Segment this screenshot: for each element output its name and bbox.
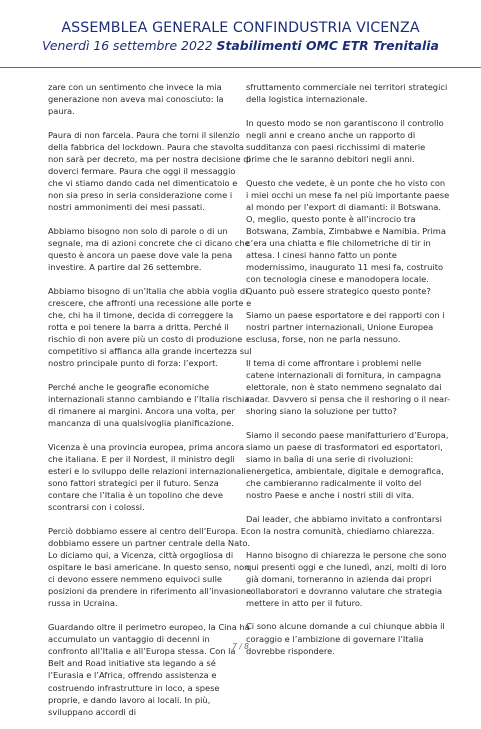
paragraph: Abbiamo bisogno non solo di parole o di un segnale, ma di azioni concrete che ci dicano che questo è ancora un paese dove vale la pena investire. A partire dal 26 settembre.	[48, 225, 250, 273]
paragraph: Guardando oltre il perimetro europeo, la Cina ha accumulato un vantaggio di decenni in confronto all’Italia e all’Europa stessa. Con la Belt and Road initiative sta legando a sé l’Eurasia e l’Africa, offrendo assistenza e costruendo infrastrutture in loco, a spese proprie, e dando lavoro ai locali. In più, sviluppano accordi di	[48, 622, 250, 717]
paragraph: Perciò dobbiamo essere al centro dell’Europa. E dobbiamo essere un partner centrale della Nato. Lo diciamo qui, a Vicenza, città orgogliosa di ospitare le basi americane. In questo senso, non ci devono essere nemmeno equivoci sulle posizioni da prendere in riferimento all’invasione russa in Ucraina.	[48, 525, 252, 609]
document-title: ASSEMBLEA GENERALE CONFINDUSTRIA VICENZA	[61, 20, 420, 36]
paragraph: Perché anche le geografie economiche internazionali stanno cambiando e l’Italia rischia di rimanere ai margini. Ancora una volta, per mancanza di una qualsivoglia pianificazione.	[48, 381, 250, 429]
paragraph: Hanno bisogno di chiarezza le persone che sono qui presenti oggi e che lunedì, anzi, molti di loro già domani, torneranno in azienda dai propri collaboratori e dovranno valutare che strategia mettere in atto per il futuro.	[246, 549, 447, 608]
page-header	[0, 0, 481, 68]
paragraph: Questo che vedete, è un ponte che ho visto con i miei occhi un mese fa nel più importante paese al mondo per l’export di diamanti: il Botswana. O, meglio, questo ponte è all’incrocio tra Botswana, Zambia, Zimbabwe e Namibia. Prima c’era una chiatta e file chilometriche di tir in attesa. I cinesi hanno fatto un ponte modernissimo, inaugurato 11 mesi fa, costruito con tecnologia cinese e manodopera locale. Quanto può essere strategico questo ponte?	[246, 177, 450, 297]
paragraph: sfruttamento commerciale nei territori strategici della logistica internazionale.	[246, 82, 448, 105]
event-location: Stabilimenti OMC ETR Trenitalia	[216, 38, 439, 53]
paragraph: Abbiamo bisogno di un’Italia che abbia voglia di crescere, che affronti una recessione alle porte e che, chi ha il timone, decida di correggere la rotta e poi tenere la barra a dritta. Perché il rischio di non avere più un costo di produzione competitivo si affianca alla grande incertezza sul nostro principale punto di forza: l’export.	[48, 285, 252, 369]
paragraph: Vicenza è una provincia europea, prima ancora che italiana. E per il Nordest, il ministro degli esteri e lo sviluppo delle relazioni internazionali sono fattori strategici per il futuro. Senza contare che l’Italia è un topolino che deve scontrarsi con i colossi.	[48, 441, 246, 513]
event-date: Venerdì 16 settembre 2022	[42, 38, 213, 53]
paragraph: Paura di non farcela. Paura che torni il silenzio della fabbrica del lockdown. Paura che stavolta non sarà per decreto, ma per nostra decisione di doverci fermare. Paura che oggi il messaggio che vi stiamo dando cada nel dimenticatoio e non sia preso in seria considerazione come i nostri ammonimenti dei mesi passati.	[48, 129, 251, 213]
paragraph: Dai leader, che abbiamo invitato a confrontarsi con la nostra comunità, chiediamo chiarezza.	[246, 513, 442, 536]
paragraph: Il tema di come affrontare i problemi nelle catene internazionali di fornitura, in campagna elettorale, non è stato nemmeno segnalato dai radar. Davvero si pensa che il reshoring o il near-shoring siano la soluzione per tutto?	[246, 357, 451, 417]
paragraph: Ci sono alcune domande a cui chiunque abbia il coraggio e l’ambizione di governare l’Italia dovrebbe rispondere.	[246, 621, 445, 656]
paragraph: zare con un sentimento che invece la mia generazione non aveva mai conosciuto: la paura.	[48, 82, 224, 117]
right-column	[246, 81, 450, 668]
header-divider	[0, 67, 481, 68]
page-number: 7 / 8	[232, 642, 249, 651]
left-column	[48, 81, 252, 729]
paragraph: Siamo il secondo paese manifatturiero d’Europa, siamo un paese di trasformatori ed esportatori, siamo in balìa di una serie di rivoluzioni: energetica, ambientale, digitale e demografica, che cambieranno radicalmente il volto del nostro Paese e anche i nostri stili di vita.	[246, 429, 449, 501]
paragraph: In questo modo se non garantiscono il controllo negli anni e creano anche un rapporto di sudditanza con paesi ricchissimi di materie prime che le saranno debitori negli anni.	[246, 117, 444, 164]
document-subtitle	[0, 38, 481, 53]
paragraph: Siamo un paese esportatore e dei rapporti con i nostri partner internazionali, Unione Europea esclusa, forse, non ne parla nessuno.	[246, 310, 445, 345]
